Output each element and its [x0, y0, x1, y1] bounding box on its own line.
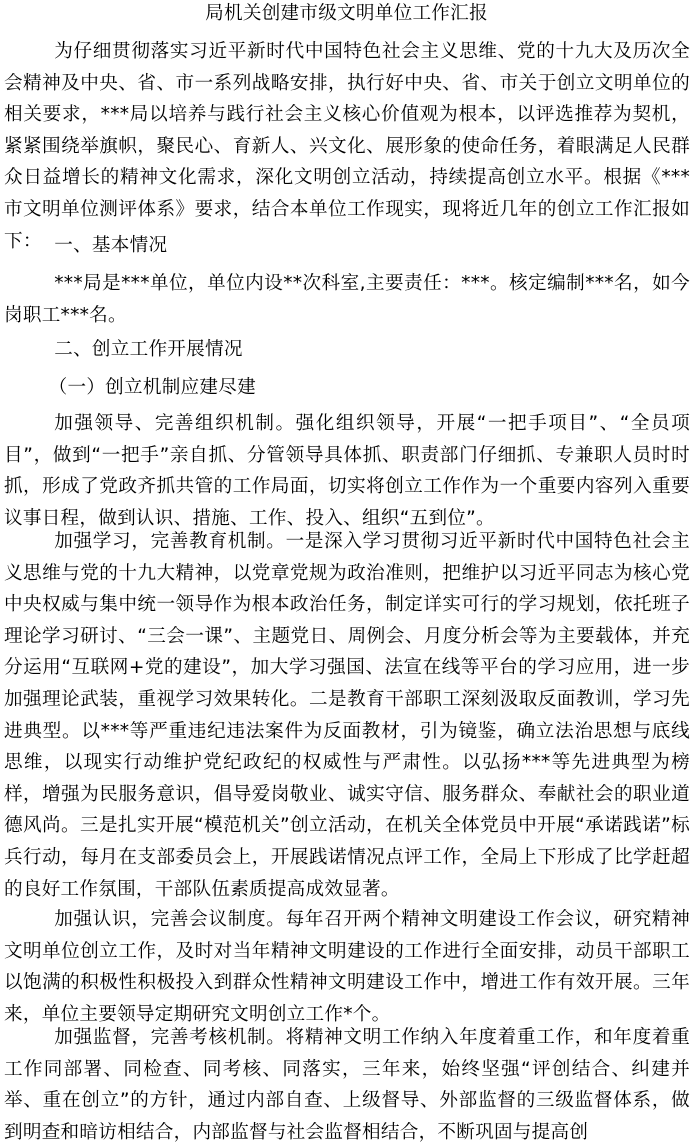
intro-paragraph: 为仔细贯彻落实习近平新时代中国特色社会主义思维、党的十九大及历次全会精神及中央、省、市一系列战略安排，执行好中央、省、市关于创立文明单位的相关要求，***局以培养与践行社会主义核心价值观为根本，以评选推荐为契机，紧紧围绕举旗帜，聚民心、育新人、兴文化、展形象的使命任务，着眼满足人民群众日益增长的精神文化需求，深化文明创立活动，持续提高创立水平。根据《***市文明单位测评体系》要求，结合本单位工作现实，现将近几年的创立工作汇报如下：	[4, 41, 690, 252]
paragraph-learning: 加强学习，完善教育机制。一是深入学习贯彻习近平新时代中国特色社会主义思维与党的十九大精神，以党章党规为政治准则，把维护以习近平同志为核心党中央权威与集中统一领导作为根本政治任务，制定详实可行的学习规划，依托班子理论学习研讨、“三会一课”、主题党日、周例会、月度分析会等为主要载体，并充分运用“互联网+党的建设”，加大学习强国、法宣在线等平台的学习应用，进一步加强理论武装，重视学习效果转化。二是教育干部职工深刻汲取反面教训，学习先进典型。以***等严重违纪违法案件为反面教材，引为镜鉴，确立法治思想与底线思维，以现实行动维护党纪政纪的权威性与严肃性。以弘扬***等先进典型为榜样，增强为民服务意识，倡导爱岗敬业、诚实守信、服务群众、奉献社会的职业道德风尚。三是扎实开展“模范机关”创立活动，在机关全体党员中开展“承诺践诺”标兵行动，每月在支部委员会上，开展践诺情况点评工作，全局上下形成了比学赶超的良好工作氛围，干部队伍素质提高成效显著。	[4, 531, 690, 900]
document-title: 局机关创建市级文明单位工作汇报	[205, 3, 488, 24]
basic-info-paragraph: ***局是***单位，单位内设**次科室,主要责任：***。核定编制***名，如今岗职工***名。	[4, 273, 690, 326]
section-heading-basic-info: 一、基本情况	[54, 235, 168, 256]
paragraph-supervision: 加强监督，完善考核机制。将精神文明工作纳入年度着重工作，和年度着重工作同部署、同检查、同考核、同落实，三年来，始终坚强“评创结合、纠建并举、重在创立”的方针，通过内部自查、上级督导、外部监督的三级监督体系，做到明查和暗访相结合，内部监督与社会监督相结合，不断巩固与提高创	[4, 1027, 690, 1143]
paragraph-awareness: 加强认识，完善会议制度。每年召开两个精神文明建设工作会议，研究精神文明单位创立工作，及时对当年精神文明建设的工作进行全面安排，动员干部职工以饱满的积极性积极投入到群众性精神文明建设工作中，增进工作有效开展。三年来，单位主要领导定期研究文明创立工作*个。	[4, 909, 690, 1025]
paragraph-leadership: 加强领导、完善组织机制。强化组织领导，开展“一把手项目”、“全员项目”，做到“一把手”亲自抓、分管领导具体抓、职责部门仔细抓、专兼职人员时时抓，形成了党政齐抓共管的工作局面，切实将创立工作作为一个重要内容列入重要议事日程，做到认识、措施、工作、投入、组织“五到位”。	[4, 413, 690, 529]
subsection-heading-mechanism: （一）创立机制应建尽建	[48, 377, 256, 398]
section-heading-work-progress: 二、创立工作开展情况	[54, 339, 243, 360]
